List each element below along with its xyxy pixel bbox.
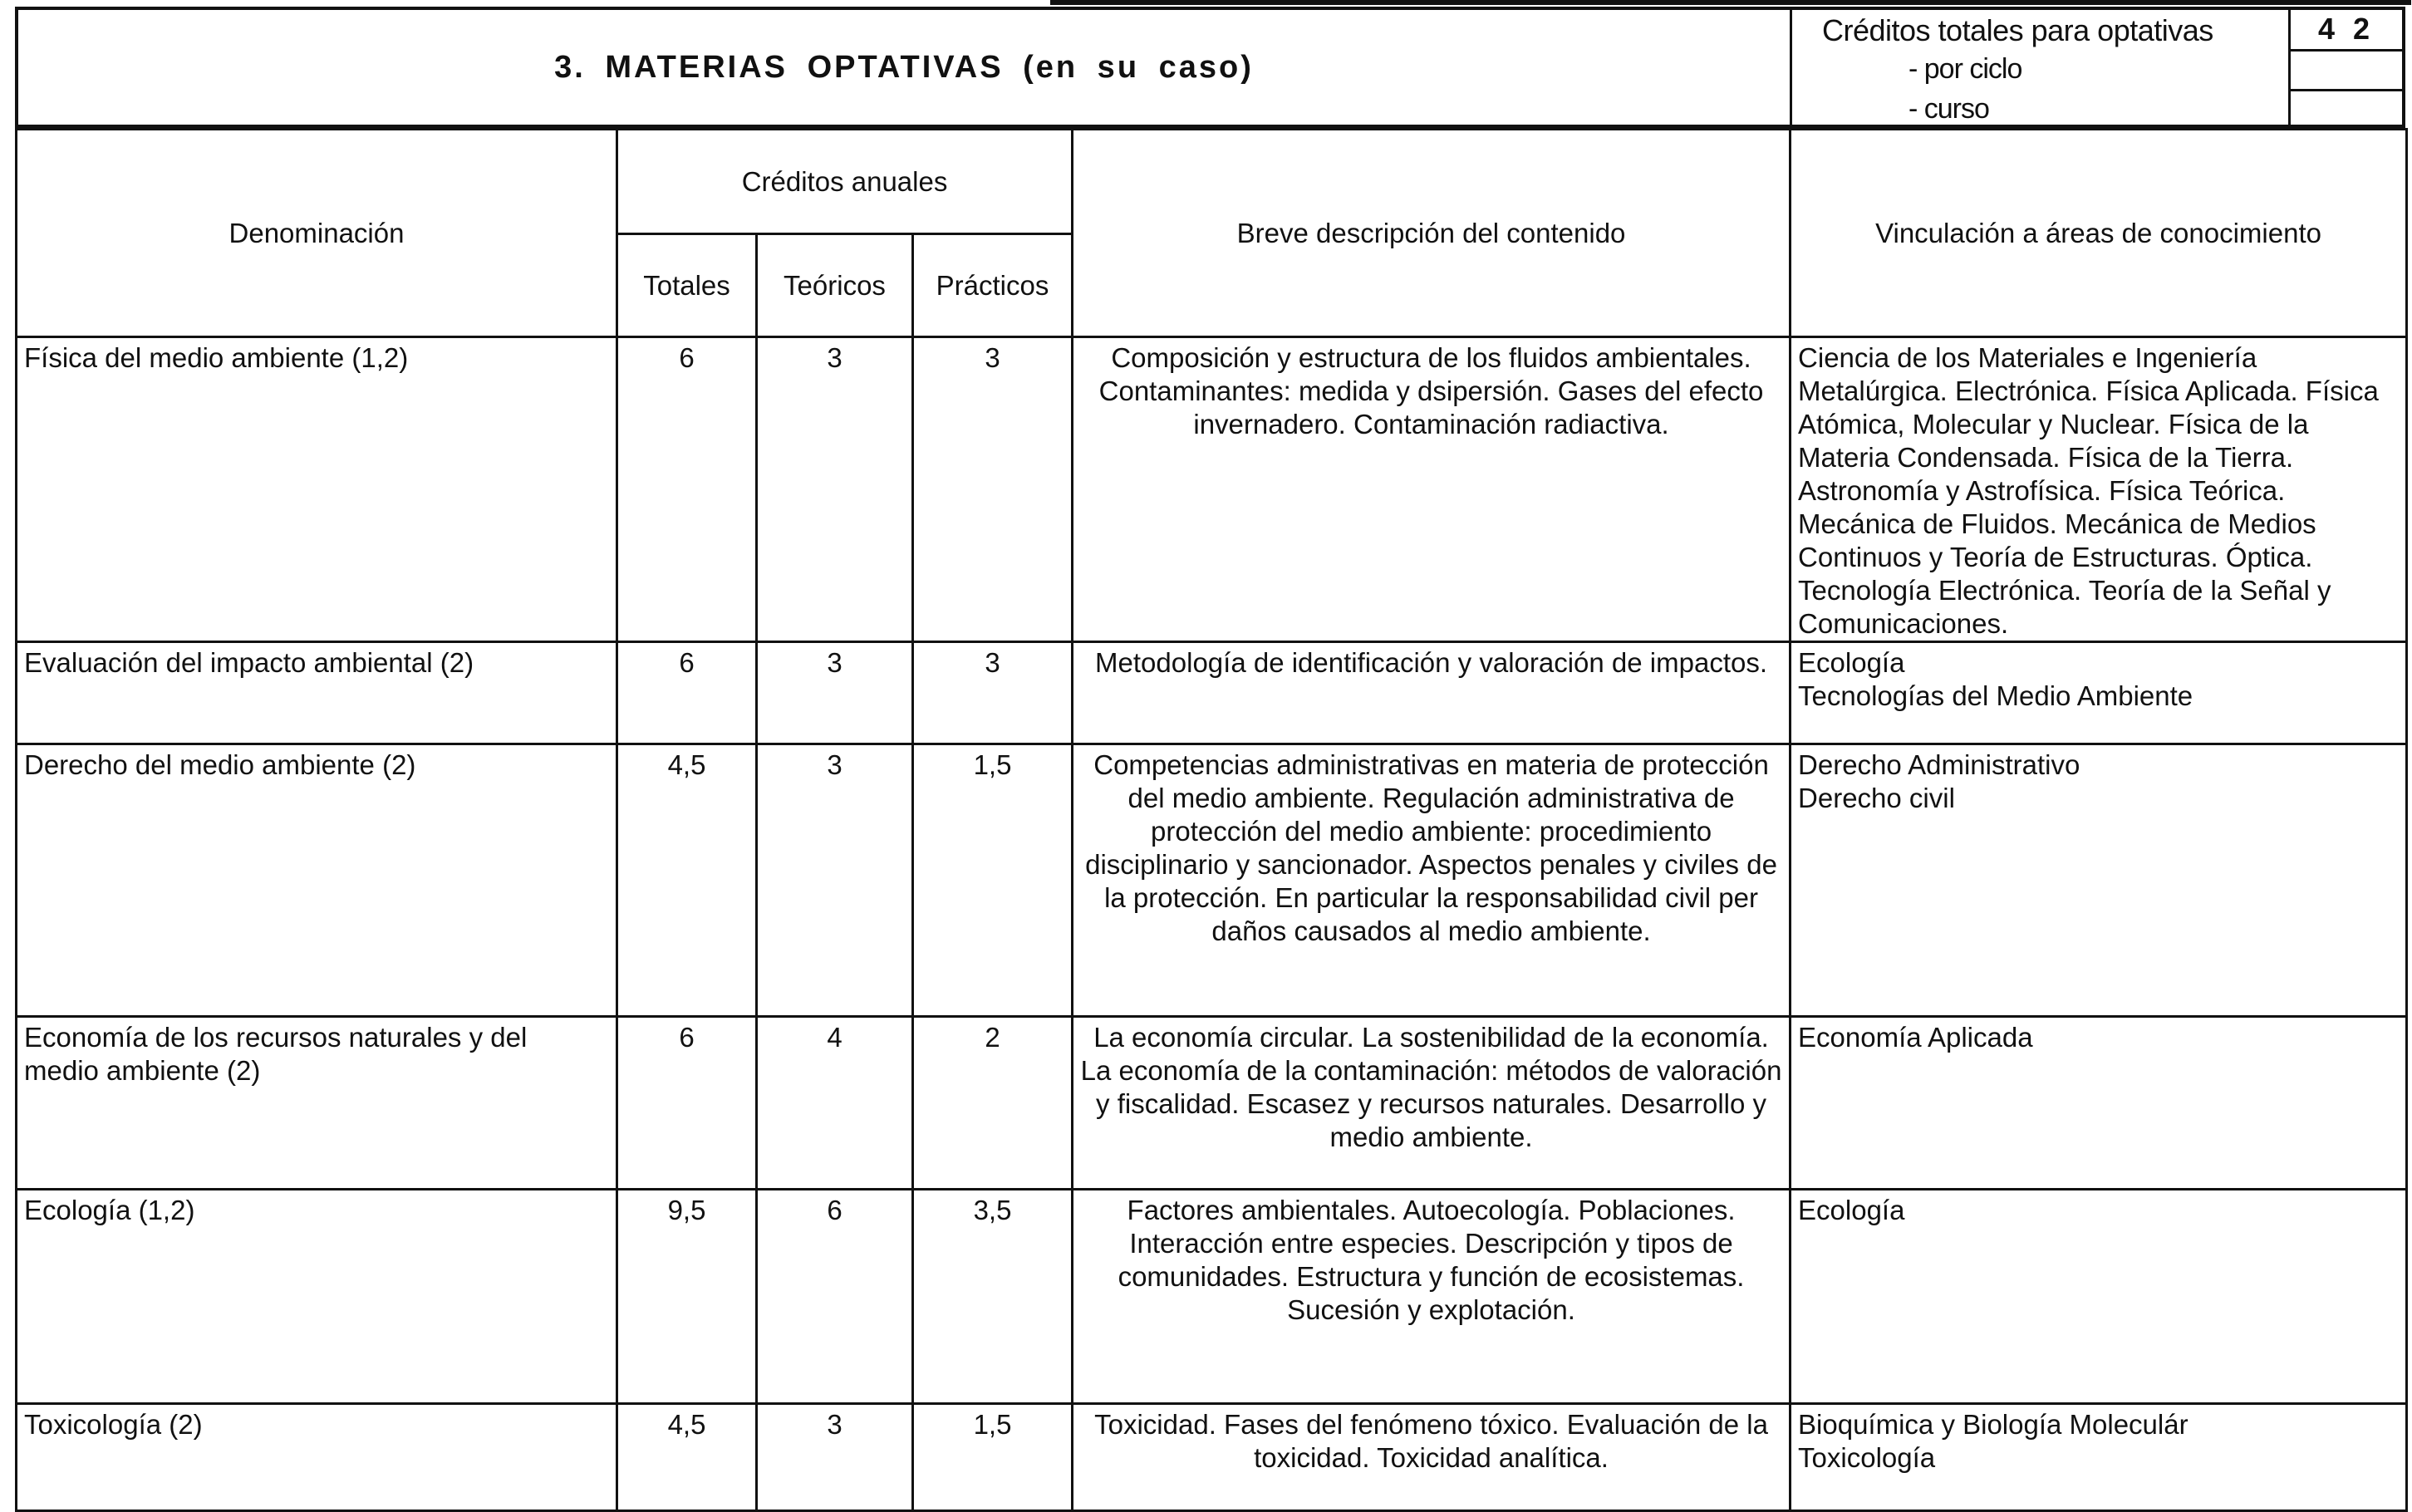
header-vinculacion: Vinculación a áreas de conocimiento (1791, 130, 2407, 337)
subject-description: Toxicidad. Fases del fenómeno tóxico. Evaluación de la toxicidad. Toxicidad analítica. (1073, 1404, 1791, 1511)
credits-values-cell (2291, 10, 2402, 125)
credits-per-cycle-label: - por ciclo (1908, 53, 2022, 85)
credits-teoricos: 3 (757, 1404, 913, 1511)
credits-totales: 4,5 (617, 1404, 757, 1511)
subject-name: Economía de los recursos naturales y del medio ambiente (2) (17, 1017, 617, 1190)
subject-name: Ecología (1,2) (17, 1190, 617, 1404)
credits-teoricos: 6 (757, 1190, 913, 1404)
credits-total-value: 4 2 (2291, 10, 2402, 52)
header-block (15, 7, 2405, 128)
table-row (17, 337, 2407, 642)
knowledge-areas: Ciencia de los Materiales e Ingeniería Metalúrgica. Electrónica. Física Aplicada. Física Atómica, Molecular y Nuclear. Física de la Materia Condensada. Física de la Tierra. Astronomía y Astrofísica. Física Teórica. Mecánica de Fluidos. Mecánica de Medios Continuos y Teoría de Estructuras. Óptica. Tecnología Electrónica. Teoría de la Señal y Comunicaciones. (1791, 337, 2407, 642)
table-row (17, 642, 2407, 744)
credits-totales: 6 (617, 1017, 757, 1190)
knowledge-area: Derecho civil (1798, 783, 1955, 813)
knowledge-area: Ecología (1798, 1195, 1905, 1225)
knowledge-area: Toxicología (1798, 1442, 1936, 1473)
subject-description: Factores ambientales. Autoecología. Poblaciones. Interacción entre especies. Descripción y tipos de comunidades. Estructura y función de ecosistemas. Sucesión y explotación. (1073, 1190, 1791, 1404)
credits-teoricos: 3 (757, 337, 913, 642)
subject-description: Metodología de identificación y valoración de impactos. (1073, 642, 1791, 744)
credits-per-course-label: - curso (1908, 93, 1989, 125)
credits-totales: 9,5 (617, 1190, 757, 1404)
credits-totales: 4,5 (617, 744, 757, 1017)
knowledge-areas (1791, 1190, 2407, 1404)
table-header-row (17, 130, 2407, 234)
credits-per-course-value (2291, 91, 2402, 125)
knowledge-area: Bioquímica y Biología Moleculár (1798, 1409, 2188, 1440)
credits-totales: 6 (617, 337, 757, 642)
subject-name: Evaluación del impacto ambiental (2) (17, 642, 617, 744)
knowledge-area: Derecho Administrativo (1798, 749, 2080, 780)
credits-teoricos: 3 (757, 642, 913, 744)
credits-practicos: 2 (913, 1017, 1073, 1190)
table-row (17, 1404, 2407, 1511)
header-practicos: Prácticos (913, 234, 1073, 337)
subject-description: Competencias administrativas en materia de protección del medio ambiente. Regulación administrativa de protección del medio ambiente: procedimiento disciplinario y sancionador. Aspectos penales y civiles de la protección. En particular la responsabilidad civil per daños causados al medio ambiente. (1073, 744, 1791, 1017)
title-cell (18, 10, 1792, 125)
credits-teoricos: 3 (757, 744, 913, 1017)
knowledge-areas (1791, 642, 2407, 744)
credits-practicos: 1,5 (913, 744, 1073, 1017)
credits-practicos: 3 (913, 642, 1073, 744)
knowledge-areas (1791, 1404, 2407, 1511)
subject-description: La economía circular. La sostenibilidad de la economía. La economía de la contaminación: métodos de valoración y fiscalidad. Escasez y recursos naturales. Desarrollo y medio ambiente. (1073, 1017, 1791, 1190)
table-row (17, 1190, 2407, 1404)
subject-description: Composición y estructura de los fluidos ambientales. Contaminantes: medida y dsipersión. Gases del efecto invernadero. Contaminación radiactiva. (1073, 337, 1791, 642)
header-totales: Totales (617, 234, 757, 337)
subject-name: Toxicología (2) (17, 1404, 617, 1511)
knowledge-area: Economía Aplicada (1798, 1022, 2033, 1053)
header-creditos-anuales: Créditos anuales (617, 130, 1073, 234)
table-row (17, 1017, 2407, 1190)
header-teoricos: Teóricos (757, 234, 913, 337)
top-border-line (1050, 0, 2411, 5)
knowledge-area: Tecnologías del Medio Ambiente (1798, 680, 2193, 711)
credits-practicos: 1,5 (913, 1404, 1073, 1511)
section-title: 3. MATERIAS OPTATIVAS (en su caso) (554, 49, 1254, 85)
knowledge-areas (1791, 1017, 2407, 1190)
credits-total-label: Créditos totales para optativas (1822, 13, 2213, 47)
optional-subjects-table (15, 128, 2408, 1512)
header-descripcion: Breve descripción del contenido (1073, 130, 1791, 337)
credits-per-cycle-value (2291, 52, 2402, 91)
credits-practicos: 3,5 (913, 1190, 1073, 1404)
header-denominacion: Denominación (17, 130, 617, 337)
subject-name: Física del medio ambiente (1,2) (17, 337, 617, 642)
credits-totales: 6 (617, 642, 757, 744)
table-row (17, 744, 2407, 1017)
credits-teoricos: 4 (757, 1017, 913, 1190)
credits-practicos: 3 (913, 337, 1073, 642)
knowledge-areas (1791, 744, 2407, 1017)
credits-label-cell (1792, 10, 2291, 125)
knowledge-area: Ecología (1798, 647, 1905, 678)
subject-name: Derecho del medio ambiente (2) (17, 744, 617, 1017)
